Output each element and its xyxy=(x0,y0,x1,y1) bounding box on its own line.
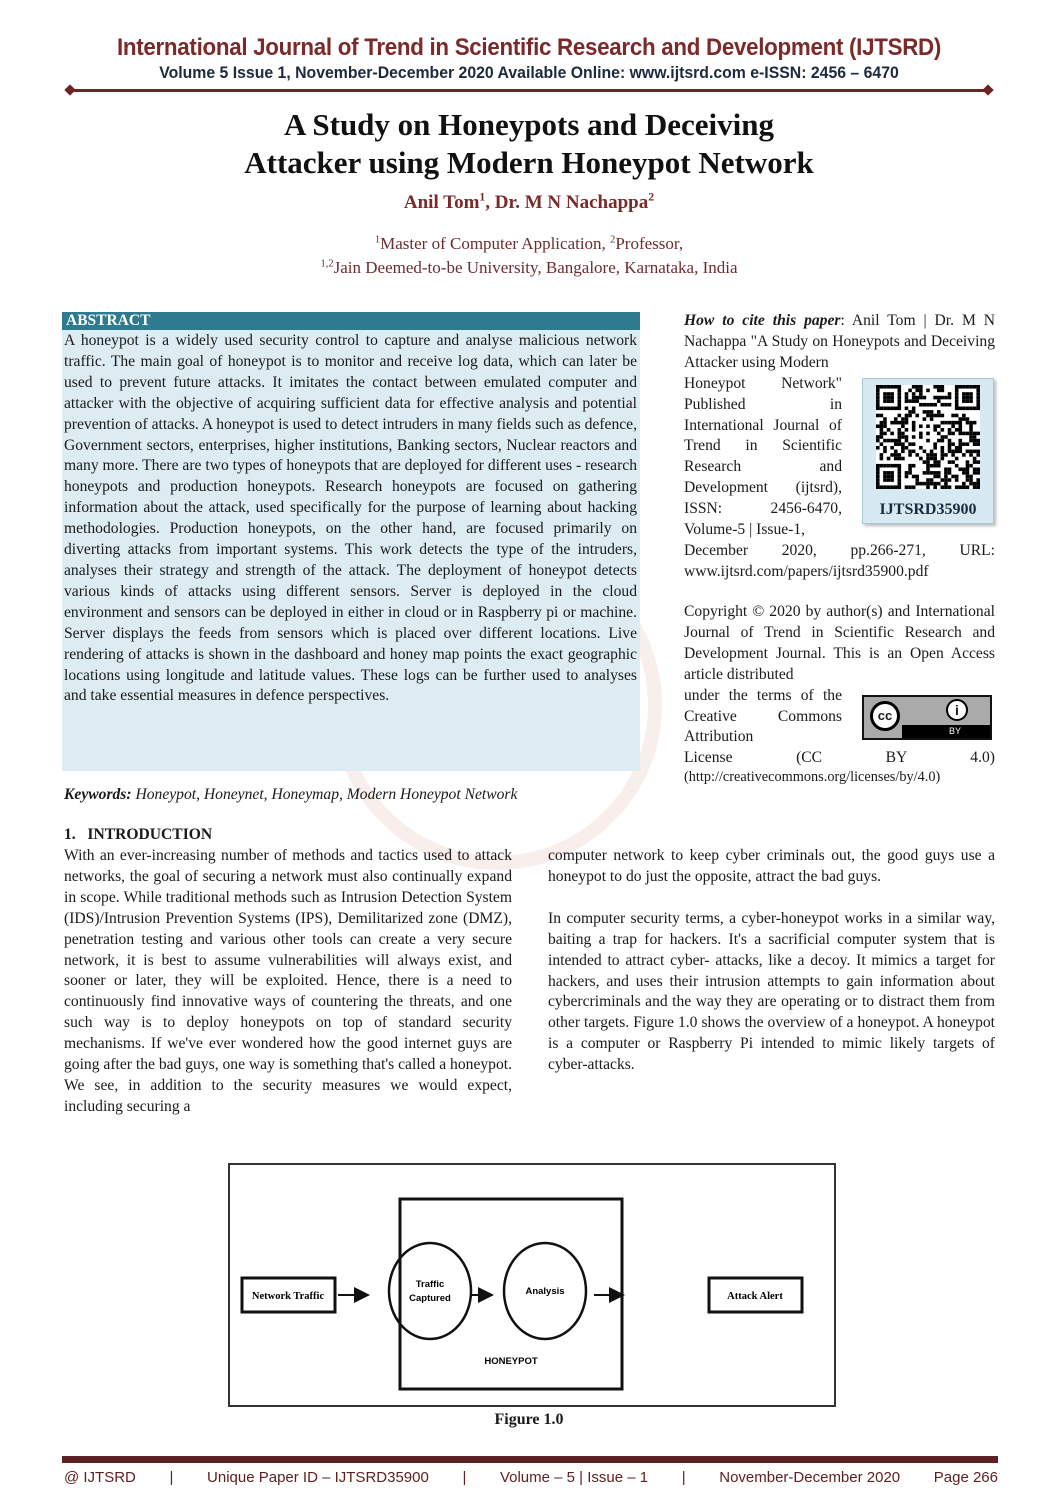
author-sup: 1 xyxy=(479,190,486,204)
diagram-svg xyxy=(230,1165,834,1405)
figure-honeypot-diagram xyxy=(228,1163,836,1407)
network-traffic-label: Network Traffic xyxy=(251,1291,325,1302)
footer-separator: | xyxy=(169,1469,174,1486)
footer-publisher: @ IJTSRD xyxy=(64,1469,136,1486)
license-url[interactable]: (http://creativecommons.org/licenses/by/4.0) xyxy=(684,769,941,786)
rule-end-diamond xyxy=(982,84,993,95)
footer-volume: Volume – 5 | Issue – 1 xyxy=(499,1469,649,1486)
citation-label: How to cite this paper xyxy=(684,312,841,329)
affil-sup: 2 xyxy=(610,234,616,246)
figure-caption: Figure 1.0 xyxy=(494,1411,564,1428)
by-text: BY xyxy=(902,725,990,738)
rule-end-diamond xyxy=(64,84,75,95)
copyright-text: License (CC BY 4.0) xyxy=(684,749,995,767)
qr-code-icon xyxy=(876,385,980,489)
abstract-box xyxy=(62,312,640,771)
keywords-text: Honeypot, Honeynet, Honeymap, Modern Honeypot Network xyxy=(131,786,518,803)
paper-title xyxy=(0,106,1058,182)
footer-page: Page 266 xyxy=(933,1469,998,1486)
analysis-label: Analysis xyxy=(525,1286,565,1297)
authors xyxy=(0,192,1058,214)
citation-text: : Anil Tom | Dr. M N Nachappa "A Study on Honeypots and Deceiving Attacker using Modern xyxy=(684,312,996,371)
affiliation: Master of Computer Application, xyxy=(380,234,611,253)
title-line: Attacker using Modern Honeypot Network xyxy=(244,145,814,180)
copyright-text: Copyright © 2020 by author(s) and International Journal of Trend in Scientific Research and Development Journal. This is an Open Access article distributed xyxy=(684,603,995,683)
author-sup: 2 xyxy=(648,190,655,204)
traffic-captured-label: Traffic xyxy=(415,1279,445,1290)
section-heading: 1. INTRODUCTION xyxy=(64,826,213,843)
affil-sup: 1 xyxy=(374,234,381,246)
traffic-captured-label: Captured xyxy=(409,1293,451,1304)
citation-text: December 2020, pp.266-271, URL: www.ijtsrd.com/papers/ijtsrd35900.pdf xyxy=(684,541,995,580)
paragraph: computer network to keep cyber criminals out, the good guys use a honeypot to do just the opposite, attract the bad guys. xyxy=(548,847,995,885)
header-rule xyxy=(70,89,988,92)
attack-alert-label: Attack Alert xyxy=(727,1291,783,1302)
affiliations xyxy=(0,232,1058,280)
keywords xyxy=(64,786,517,804)
abstract-text: A honeypot is a widely used security control to capture and analyse malicious network traffic. The main goal of honeypot is to monitor and receive log data, which can later be used to prevent future attacks. It imitates the contact between emulated computer and attacker with the objective of acquiring sufficient data for effective analysis and potential prevention of attacks. A honeypot is used to detect intruders in many fields such as defence, Government sectors, enterprises, higher institutions, Banking sectors, Nuclear reactors and many more. There are two types of honeypots that are deployed for different uses - research honeypots and production honeypots. Research honeypots are focused on gathering information about the attack, used specifically for the purpose of learning about hacking methodologies. Production honeypots, on the other hand, are focused primarily on diverting attacks from important systems. This work detects the type of the intruders, analyses their strategy and strength of the attack. The deployment of honeypot detects various kinds of attacks using different sensors. Server is deployed in the cloud environment and sensors can be deployed in either in cloud or in Raspberry pi or machine. Server displays the feeds from sensors which is placed over different locations. Live rendering of attacks is shown in the dashboard and honey map points the exact geographic locations using longitude and latitude values. These logs can be further used to analyses and take essential measures in defence perspectives. xyxy=(64,332,637,705)
affiliation: Professor, xyxy=(615,234,684,253)
footer-separator: | xyxy=(462,1469,467,1486)
intro-left-column: With an ever-increasing number of methods and tactics used to attack networks, the goal of securing a network must also continually expand in scope. While traditional methods such as Intrusion Detection System (IDS)/Intrusion Prevention Systems (IPS), Demilitarized zone (DMZ), penetration testing and various other tools can create a very secure network, it is best to assume vulnerabilities will always exist, and sooner or later, they will be exploited. Hence, there is a need to continuously find innovative ways of countering the threats, and one such way is to deploy honeypots on top of standard security mechanisms. If we've ever wondered how the good internet guys are going after the bad guys, one way is something that's called a honeypot. We see, in addition to the security measures we would expect, including securing a xyxy=(64,847,512,1115)
footer-separator: | xyxy=(681,1469,686,1486)
cc-icon xyxy=(870,701,900,731)
journal-issue-line: Volume 5 Issue 1, November-December 2020 Available Online: www.ijtsrd.com e-ISSN: 2456 – 6470 xyxy=(159,63,899,82)
cc-text: cc xyxy=(877,708,893,723)
author-sep: , xyxy=(485,192,495,213)
keywords-label: Keywords: xyxy=(64,786,132,803)
page-footer xyxy=(64,1469,998,1486)
qr-id: IJTSRD35900 xyxy=(879,501,977,518)
cc-by-badge[interactable] xyxy=(862,695,992,740)
honeypot-label: HONEYPOT xyxy=(484,1356,538,1367)
journal-header xyxy=(0,34,1058,83)
author-name: Dr. M N Nachappa xyxy=(494,192,649,213)
journal-name: International Journal of Trend in Scientific Research and Development (IJTSRD) xyxy=(116,34,942,61)
qr-code-card[interactable] xyxy=(862,378,994,524)
paragraph: In computer security terms, a cyber-honeypot works in a similar way, baiting a trap for hackers. It's a sacrificial computer system that is intended to attract cyber- attacks, like a decoy. It mimics a target for hackers, and uses their intrusion attempts to gain information about cybercriminals and the way they are operating or to distract them from other targets. Figure 1.0 shows the overview of a honeypot. A honeypot is a computer or Raspberry Pi intended to mimic likely targets of cyber-attacks. xyxy=(548,909,995,1074)
copyright-text: under the terms of the Creative Commons Attribution xyxy=(684,686,842,746)
title-line: A Study on Honeypots and Deceiving xyxy=(283,107,775,142)
footer-paper-id: Unique Paper ID – IJTSRD35900 xyxy=(207,1469,429,1486)
copyright-block xyxy=(684,602,995,785)
footer-rule xyxy=(62,1456,998,1463)
abstract-heading: ABSTRACT xyxy=(62,312,640,330)
affiliation: Jain Deemed-to-be University, Bangalore, Karnataka, India xyxy=(333,258,738,277)
citation-text: Honeypot Network" Published in International Journal of Trend in Scientific Research and Development (ijtsrd), ISSN: 2456-6470, Volume-5 | Issue-1, xyxy=(684,374,842,539)
attribution-icon: i xyxy=(946,699,968,721)
intro-right-column xyxy=(548,846,995,1076)
author-name: Anil Tom xyxy=(403,192,480,213)
footer-date: November-December 2020 xyxy=(719,1469,901,1486)
affil-sup: 1,2 xyxy=(320,258,334,270)
